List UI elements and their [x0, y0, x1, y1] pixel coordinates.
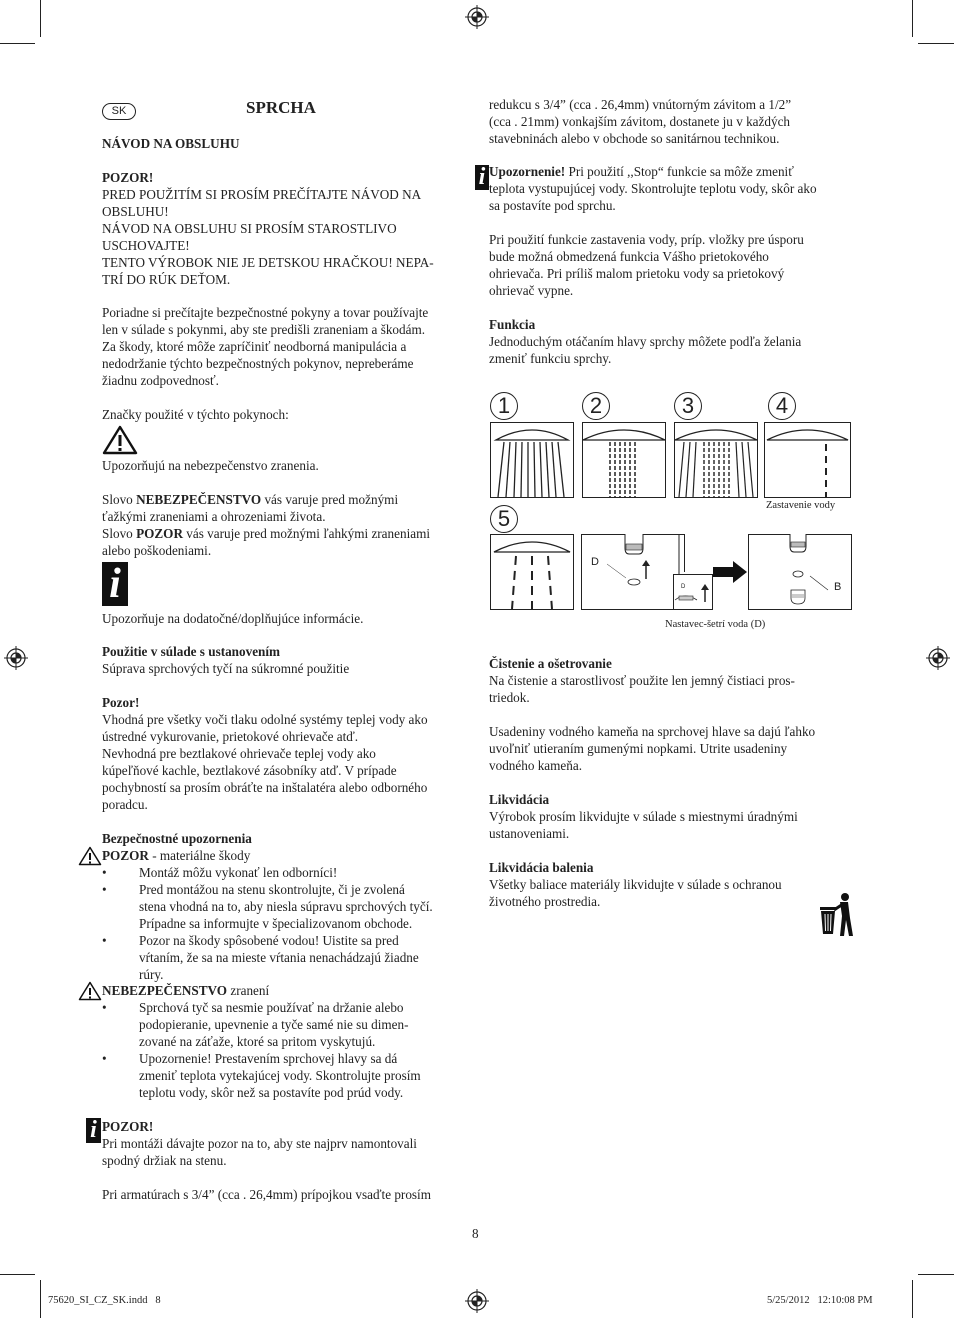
text-span: Slovo [102, 492, 137, 507]
text-line: alebo poškodeniami. [102, 543, 212, 558]
text-line: vodného kameňa. [489, 758, 583, 773]
upozornenie-line [489, 163, 794, 180]
crop-mark [40, 1280, 41, 1318]
registration-mark-icon [4, 646, 28, 670]
text-line: Poriadne si prečítajte bezpečnostné pokyny a tovar používajte [102, 305, 429, 320]
usadeniny-block [489, 723, 815, 774]
figure-number-5: 5 [490, 505, 518, 533]
page-number: 8 [472, 1226, 479, 1241]
text-line: NÁVOD NA OBSLUHU SI PROSÍM STAROSTLIVO [102, 221, 397, 236]
crop-mark [40, 0, 41, 37]
pozor-block [102, 186, 434, 288]
text-line: Pred montážou na stenu skontrolujte, či je zvolená [139, 882, 405, 897]
list-item [139, 932, 419, 983]
intro-paragraph [102, 304, 428, 389]
text-line: teplotu vody, skôr než sa postavíte pod prúd vody. [139, 1085, 404, 1100]
shower-mode-5-illustration [490, 534, 574, 610]
text-span: vás varuje pred možnými [261, 492, 399, 507]
list-item: Montáž môžu vykonať len odborníci! [139, 865, 338, 880]
text-span: Slovo [102, 526, 137, 541]
bullet: • [102, 1000, 107, 1015]
warning-triangle-icon [78, 846, 102, 866]
text-line: ťažkými zraneniami a ohrozeniami života. [102, 509, 326, 524]
text-line: Pri montáži dávajte pozor na to, aby ste najprv namontovali [102, 1136, 417, 1151]
figure-label-zastavenie: Zastavenie vody [766, 500, 836, 511]
text-line: Prípadne sa informujte v špecializovanom obchode. [139, 916, 413, 931]
text-line: poradcu. [102, 797, 148, 812]
text-line: PRED POUŽITÍM SI PROSÍM PREČÍTAJTE NÁVOD NA [102, 187, 422, 202]
text-line: Pozor na škody spôsobené vodou! Uistite sa pred [139, 933, 399, 948]
bullet: • [102, 865, 107, 880]
crop-mark [0, 1274, 35, 1275]
text-line: stavebninách alebo v obchode so sanitárnou technikou. [489, 131, 780, 146]
text-line: len v súlade s pokynmi, aby ste predišli zraneniam a škodám. [102, 322, 426, 337]
text-line: Usadeniny vodného kameňa na sprchovej hlave sa dajú ľahko [489, 724, 816, 739]
text-span-bold: POZOR [102, 848, 149, 863]
insert-detail-illustration [673, 574, 713, 610]
text-line: USCHOVAJTE! [102, 238, 190, 253]
cistenie-block [489, 672, 795, 706]
info-icon: i [475, 165, 489, 190]
water-saver-insert-illustration [581, 534, 685, 610]
nebezpecenstvo-line [102, 982, 269, 999]
text-line: spodný držiak na stenu. [102, 1153, 227, 1168]
text-span: Pri použití ,,Stop“ funkcie sa môže zmeniť [565, 164, 794, 179]
warning-text: Upozorňujú na nebezpečenstvo zranenia. [102, 458, 319, 473]
bullet: • [102, 882, 107, 897]
figure-label-b: B [834, 581, 842, 593]
text-line: Za škody, ktoré môže zapríčiniť neodborná manipulácia a [102, 339, 407, 354]
pozor-heading: POZOR! [102, 170, 154, 185]
armatury-text: Pri armatúrach s 3/4” (cca . 26,4mm) prípojkou vsaďte prosím [102, 1187, 431, 1202]
list-item [139, 999, 409, 1050]
balenie-block [489, 876, 782, 910]
text-line: redukcu s 3/4” (cca . 26,4mm) vnútorným závitom a 1/2” [489, 97, 792, 112]
shower-mode-4-illustration [764, 422, 851, 498]
bullet: • [102, 933, 107, 948]
shower-mode-3-illustration [674, 422, 758, 498]
slovo-nebezpecenstvo [102, 491, 398, 508]
figure-number-4: 4 [768, 392, 796, 420]
registration-mark-icon [465, 1289, 489, 1313]
pozor2-block [102, 711, 428, 813]
crop-mark [912, 1280, 913, 1318]
redukcia-block [489, 96, 791, 147]
text-line: triedok. [489, 690, 530, 705]
list-item [139, 1050, 421, 1101]
stop-paragraph [489, 231, 804, 299]
shower-mode-1-illustration [490, 422, 574, 498]
figure-number-2: 2 [582, 392, 610, 420]
text-line: uvoľniť utieraním gumenými nopkami. Utrite usadeniny [489, 741, 788, 756]
text-line: teplota vystupujúcej vody. Skontrolujte teplotu vody, skôr ako [489, 181, 817, 196]
funkcia-block [489, 333, 801, 367]
figure-label-d: D [591, 556, 599, 568]
pozor2-heading: Pozor! [102, 695, 140, 710]
list-item [139, 881, 433, 932]
info-text: Upozorňuje na dodatočné/doplňujúce informácie. [102, 611, 364, 626]
figure-number-1: 1 [490, 392, 518, 420]
bullet: • [102, 1051, 107, 1066]
figure-caption-nastavec: Nastavec-šetrí voda (D) [665, 619, 766, 630]
text-line: OBSLUHU! [102, 204, 169, 219]
footer-date: 5/25/2012 12:10:08 PM [767, 1295, 873, 1306]
text-line: podopieranie, upevnenie a tyče samé nie su dimen- [139, 1017, 409, 1032]
svg-text:D: D [681, 584, 686, 590]
text-span: zranení [227, 983, 270, 998]
pozor3-heading: POZOR! [102, 1119, 154, 1134]
pozor3-block [102, 1135, 417, 1169]
registration-mark-icon [926, 646, 950, 670]
text-line: Pri použití funkcie zastavenia vody, príp. vložky pre úsporu [489, 232, 804, 247]
text-line: Výrobok prosím likvidujte v súlade s miestnymi úradnými [489, 809, 798, 824]
text-line: zmeniť funkciu sprchy. [489, 351, 612, 366]
text-line: ústredné vykurovanie, prietokové ohrievače atď. [102, 729, 359, 744]
registration-mark-icon [465, 5, 489, 29]
footer-file: 75620_SI_CZ_SK.indd 8 [48, 1295, 161, 1306]
arrow-right-icon [713, 561, 747, 583]
warning-triangle-icon [102, 425, 138, 455]
text-line: nedodržanie týchto bezpečnostných pokynov, nepreberáme [102, 356, 414, 371]
text-line: ohrievača. Pri príliš malom prietoku vody sa prietokový [489, 266, 785, 281]
text-line: stena vhodná na to, aby niesla súpravu sprchových tyčí. [139, 899, 433, 914]
cistenie-heading: Čistenie a ošetrovanie [489, 656, 612, 671]
crop-mark [0, 43, 35, 44]
info-icon: i [102, 562, 128, 606]
language-badge: SK [102, 103, 136, 120]
text-span-bold: Upozornenie! [489, 164, 566, 179]
text-line: zmeniť teplota vytekajúcej vody. Skontrolujte prosím [139, 1068, 421, 1083]
text-line: vŕtaním, že sa na mieste vŕtania nenachádzajú žiadne [139, 950, 419, 965]
text-line: pochybností sa prosím obráťte na inštalatéra alebo odborného [102, 780, 428, 795]
trash-bin-disposal-icon [818, 892, 854, 936]
likvidacia-block [489, 808, 798, 842]
water-saver-result-illustration [748, 534, 852, 610]
text-line: Sprchová tyč sa nesmie používať na držanie alebo [139, 1000, 404, 1015]
safety-heading: Bezpečnostné upozornenia [102, 831, 252, 846]
text-line: Nevhodná pre beztlakové ohrievače teplej vody ako [102, 746, 376, 761]
text-span: vás varuje pred možnými ľahkými zraneniami [182, 526, 431, 541]
text-span-bold: NEBEZPEČENSTVO [136, 492, 262, 507]
funkcia-heading: Funkcia [489, 317, 536, 332]
info-icon: i [86, 1118, 101, 1143]
text-line: Všetky baliace materiály likvidujte v súlade s ochranou [489, 877, 782, 892]
text-line: zované na záťaže, ktoré sa pritom vyskytujú. [139, 1034, 376, 1049]
text-span-bold: NEBEZPEČENSTVO [102, 983, 228, 998]
safety-pozor [102, 847, 250, 864]
text-line: ustanoveniami. [489, 826, 570, 841]
text-line: sa postavíte pod sprchu. [489, 198, 616, 213]
crop-mark [918, 43, 954, 44]
figure-number-3: 3 [674, 392, 702, 420]
usage-heading: Použitie v súlade s ustanovením [102, 644, 281, 659]
text-line: bude možná obmedzená funkcia Vášho prietokového [489, 249, 769, 264]
text-line: Na čistenie a starostlivosť použite len jemný čistiaci pros- [489, 673, 795, 688]
text-line: TRÍ DO RÚK DEŤOM. [102, 272, 231, 287]
page-title: SPRCHA [246, 98, 316, 117]
signs-text: Značky použité v týchto pokynoch: [102, 407, 289, 422]
slovo-pozor [102, 525, 430, 542]
text-span-bold: POZOR [136, 526, 183, 541]
text-line: žiadnu zodpovednosť. [102, 373, 219, 388]
text-line: ohrievač vypne. [489, 283, 574, 298]
text-line: životného prostredia. [489, 894, 601, 909]
manual-heading: NÁVOD NA OBSLUHU [102, 136, 240, 151]
balenie-heading: Likvidácia balenia [489, 860, 594, 875]
crop-mark [912, 0, 913, 37]
usage-text: Súprava sprchových tyčí na súkromné použitie [102, 661, 350, 676]
text-line: Jednoduchým otáčaním hlavy sprchy môžete podľa želania [489, 334, 802, 349]
text-span: - materiálne škody [148, 848, 251, 863]
text-line: Vhodná pre všetky voči tlaku odolné systémy teplej vody ako [102, 712, 428, 727]
text-line: (cca . 21mm) vonkajším závitom, dostanete ju v každých [489, 114, 791, 129]
likvidacia-heading: Likvidácia [489, 792, 550, 807]
text-line: TENTO VÝROBOK NIE JE DETSKOU HRAČKOU! NEPA- [102, 255, 434, 270]
text-line: rúry. [139, 967, 164, 982]
crop-mark [918, 1274, 954, 1275]
text-line: Upozornenie! Prestavením sprchovej hlavy sa dá [139, 1051, 398, 1066]
shower-mode-2-illustration [582, 422, 666, 498]
warning-triangle-icon [78, 981, 102, 1001]
text-line: kúpeľňové kachle, beztlakové zásobníky atď. V prípade [102, 763, 397, 778]
upozornenie-block [489, 180, 817, 214]
